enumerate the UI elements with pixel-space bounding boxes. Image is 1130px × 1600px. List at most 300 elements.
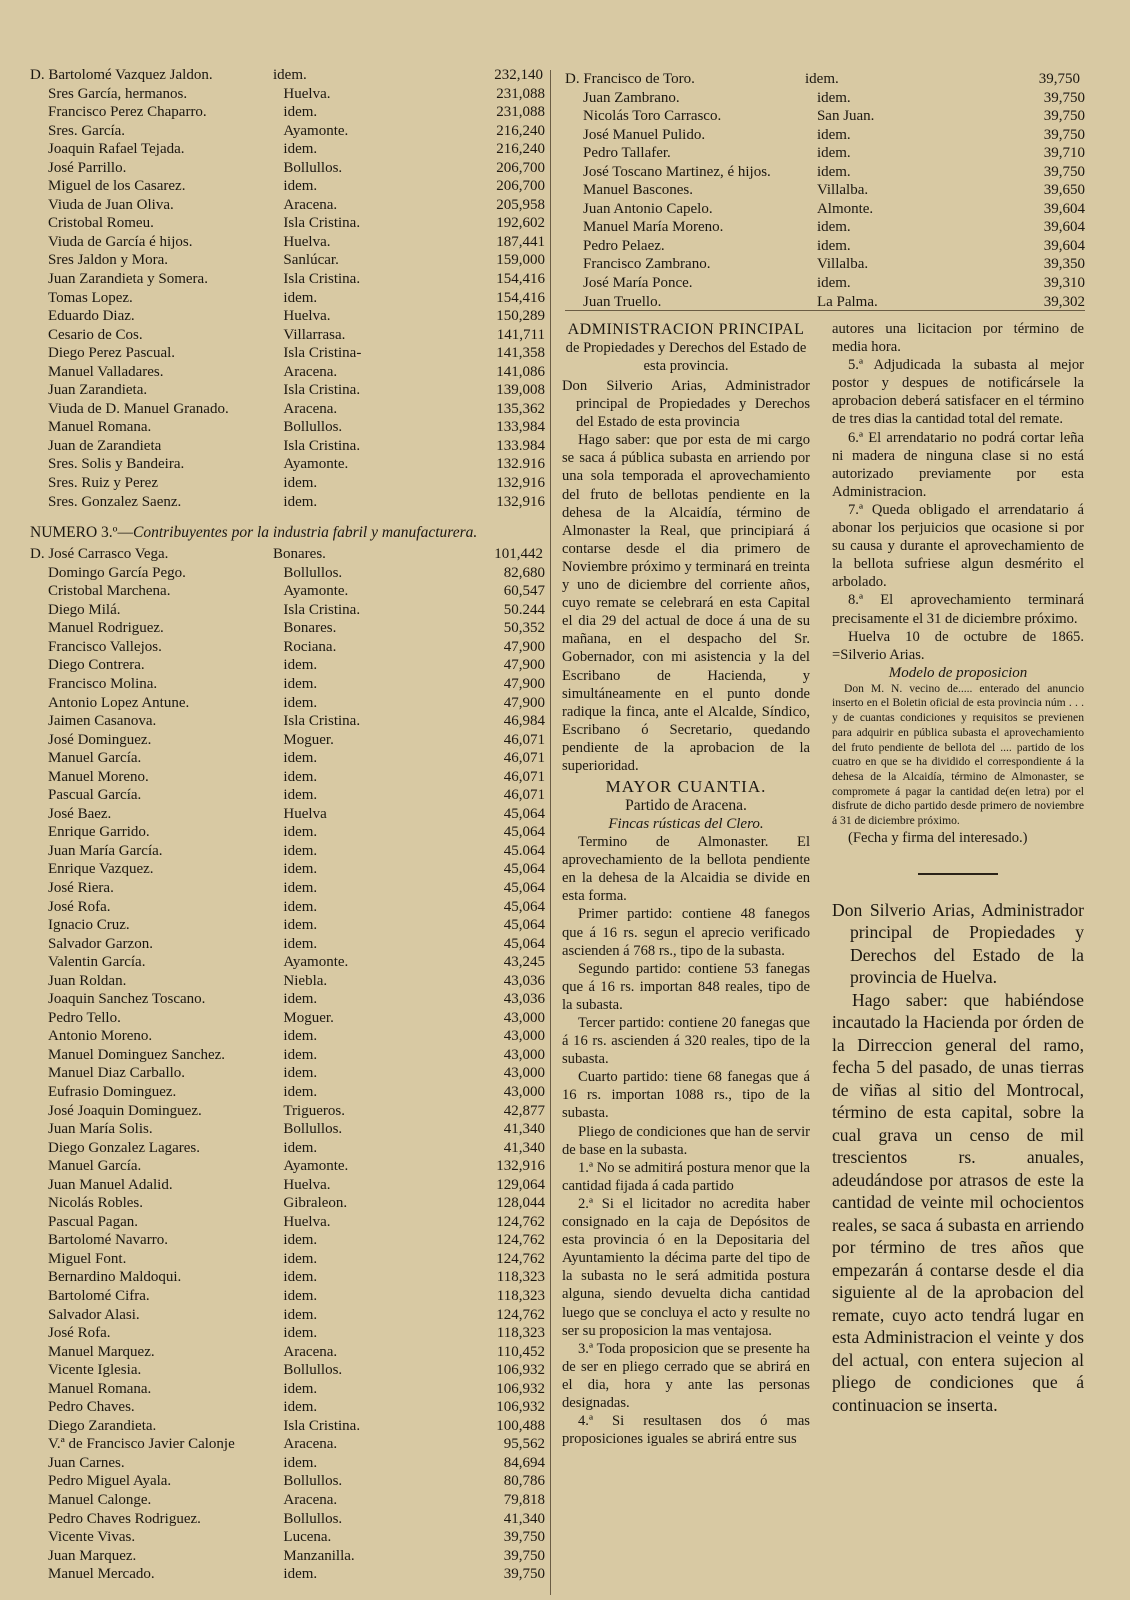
announcement-intro: Don Silverio Arias, Administrador principal de Propiedades y Derechos del Estado de esta provincia [562, 378, 810, 431]
taxpayer-town: Huelva. [283, 1213, 331, 1230]
taxpayer-name: Sres Jaldon y Mora. [48, 252, 168, 269]
taxpayer-name: Cristobal Marchena. [48, 583, 171, 600]
table-row [565, 237, 1085, 256]
taxpayer-town: Aracena. [283, 363, 338, 380]
taxpayer-town: Isla Cristina. [283, 1417, 361, 1434]
taxpayer-amount: 45,064 [503, 935, 545, 952]
taxpayer-town: Ayamonte. [283, 1158, 349, 1175]
table-row [30, 1547, 545, 1566]
taxpayer-town: Moguer. [283, 731, 334, 748]
taxpayer-name: José Parrillo. [48, 159, 127, 176]
taxpayer-amount: 216,240 [496, 122, 545, 139]
table-row [565, 218, 1085, 237]
section-separator [918, 873, 998, 875]
taxpayer-amount: 46,071 [503, 731, 545, 748]
taxpayer-town: idem. [283, 750, 318, 767]
taxpayer-town: Huelva. [283, 308, 331, 325]
table-row [30, 159, 545, 178]
table-row [30, 656, 545, 675]
taxpayer-town: idem. [283, 104, 318, 121]
modelo-signature: (Fecha y firma del interesado.) [848, 829, 1028, 846]
termino-paragraph: Termino de Almonaster. El aprovechamiento de la bellota pendiente en la dehesa de la Alcaidia se divide en esta forma. [562, 834, 810, 905]
tercer-partido: Tercer partido: contiene 20 fanegas que á 16 rs. ascienden á 320 reales, tipo de la subasta. [562, 1015, 810, 1068]
taxpayer-amount: 39,310 [1043, 275, 1085, 292]
taxpayer-amount: 39,750 [1043, 126, 1085, 143]
table-row [30, 1398, 545, 1417]
taxpayer-amount: 106,932 [496, 1380, 545, 1397]
taxpayer-town: Ayamonte. [283, 122, 349, 139]
taxpayer-amount: 41,340 [503, 1510, 545, 1527]
taxpayer-name: Pedro Pelaez. [583, 237, 665, 254]
table-row [30, 1491, 545, 1510]
taxpayer-name: José María Ponce. [583, 275, 693, 292]
table-row [30, 1565, 545, 1584]
taxpayer-amount: 39,750 [1038, 71, 1080, 87]
modelo-text: Don M. N. vecino de..... enterado del anuncio inserto en el Boletin oficial de esta provincia núm . . . y de cuantas condiciones y requisitos se previenen para adquirir en pública subasta el aprovechamiento del fruto pendiente de bellota del .... partido de los cuatro en que se ha dividido el correspondiente á la dehesa de la Alcaidía, término de Almonaster, se compromete á pagar la cantidad de(en letra) por el disfrute de dicho partido desde primero de noviembre á 31 de diciembre próximo. [832, 681, 1084, 828]
taxpayer-name: Cristobal Romeu. [48, 215, 154, 232]
table-row [30, 768, 545, 787]
taxpayer-amount: 50.244 [503, 601, 545, 618]
table-row [30, 1435, 545, 1454]
table-row [30, 326, 545, 345]
taxpayer-name: Diego Perez Pascual. [48, 345, 176, 362]
taxpayer-name: D. Francisco de Toro. [565, 71, 695, 87]
table-row [30, 493, 545, 512]
taxpayer-amount: 47,900 [503, 657, 545, 674]
taxpayer-name: Nicolás Toro Carrasco. [583, 108, 722, 125]
taxpayer-name: Diego Contrera. [48, 657, 145, 674]
taxpayer-town: idem. [816, 237, 851, 254]
taxpayer-town: Huelva. [283, 85, 331, 102]
table-row [30, 85, 545, 104]
taxpayer-amount: 124,762 [496, 1250, 545, 1267]
taxpayer-amount: 45.064 [503, 842, 545, 859]
taxpayer-town: idem. [283, 1380, 318, 1397]
taxpayer-amount: 79,818 [503, 1492, 545, 1509]
taxpayer-town: Bollullos. [283, 1473, 343, 1490]
taxpayer-town: idem. [283, 824, 318, 841]
taxpayer-amount: 42,877 [503, 1102, 545, 1119]
taxpayer-name: Juan Marquez. [48, 1547, 137, 1564]
taxpayer-amount: 141,086 [496, 363, 545, 380]
taxpayer-town: La Palma. [816, 293, 878, 310]
taxpayer-name: José Rofa. [48, 898, 111, 915]
taxpayer-amount: 45,064 [503, 861, 545, 878]
taxpayer-amount: 100,488 [496, 1417, 545, 1434]
taxpayer-name: Enrique Garrido. [48, 824, 150, 841]
condition-7: 7.ª Queda obligado el arrendatario á abonar los perjuicios que ocasione si por su causa y durante el aprovechamiento de la bellota sufriese algun desmérito el arbolado. [832, 501, 1084, 591]
taxpayer-amount: 124,762 [496, 1232, 545, 1249]
table-row [30, 66, 545, 85]
taxpayer-town: idem. [283, 1325, 318, 1342]
taxpayer-name: Francisco Molina. [48, 675, 158, 692]
taxpayer-name: Antonio Moreno. [48, 1028, 153, 1045]
admin-subtitle: de Propiedades y Derechos del Estado de esta provincia. [565, 340, 807, 374]
taxpayer-name: Cesario de Cos. [48, 326, 143, 343]
taxpayer-town: Villarrasa. [283, 326, 346, 343]
table-row [30, 823, 545, 842]
taxpayer-town: idem. [283, 141, 318, 158]
taxpayer-amount: 128,044 [496, 1195, 545, 1212]
taxpayer-name: V.ª de Francisco Javier Calonje [48, 1436, 235, 1453]
taxpayer-name: Manuel Romana. [48, 1380, 152, 1397]
table-row [565, 163, 1085, 182]
segundo-partido: Segundo partido: contiene 53 fanegas que á 16 rs. importan 848 reales, tipo de la subasta. [562, 960, 810, 1013]
taxpayer-town: Moguer. [283, 1009, 334, 1026]
table-row [30, 381, 545, 400]
taxpayer-amount: 124,762 [496, 1306, 545, 1323]
taxpayer-amount: 60,547 [503, 583, 545, 600]
taxpayer-name: Juan Zarandieta. [48, 382, 148, 399]
table-row [30, 1027, 545, 1046]
taxpayer-name: Domingo García Pego. [48, 564, 186, 581]
taxpayer-town: Bollullos. [283, 419, 343, 436]
taxpayer-town: Ayamonte. [283, 954, 349, 971]
taxpayer-amount: 43,000 [503, 1065, 545, 1082]
table-row [30, 842, 545, 861]
taxpayer-amount: 159,000 [496, 252, 545, 269]
taxpayer-town: Aracena. [283, 1492, 338, 1509]
table-row [565, 181, 1085, 200]
taxpayer-name: Juan Carnes. [48, 1454, 125, 1471]
taxpayer-amount: 150,289 [496, 308, 545, 325]
taxpayer-town: Isla Cristina. [283, 271, 361, 288]
taxpayer-town: idem. [283, 991, 318, 1008]
taxpayer-amount: 133.984 [496, 437, 545, 454]
table-row [30, 1176, 545, 1195]
taxpayer-name: Manuel Diaz Carballo. [48, 1065, 186, 1082]
condition-5: 5.ª Adjudicada la subasta al mejor postor y despues de notificársele la aprobacion deberá satisfacer en el término de tres dias la cantidad total del remate. [832, 357, 1084, 428]
taxpayer-town: idem. [283, 1306, 318, 1323]
table-row [30, 898, 545, 917]
taxpayer-name: Sres. Ruiz y Perez [48, 475, 158, 492]
taxpayer-name: José Rofa. [48, 1325, 111, 1342]
taxpayer-amount: 192,602 [496, 215, 545, 232]
taxpayer-name: José Dominguez. [48, 731, 152, 748]
taxpayer-name: Bartolomé Navarro. [48, 1232, 168, 1249]
taxpayer-amount: 39,650 [1043, 182, 1085, 199]
taxpayer-town: Aracena. [283, 1343, 338, 1360]
taxpayer-town: Trigueros. [283, 1102, 345, 1119]
taxpayer-amount: 43,000 [503, 1083, 545, 1100]
taxpayer-town: Gibraleon. [283, 1195, 348, 1212]
taxpayer-amount: 45,064 [503, 898, 545, 915]
taxpayer-name: D. Bartolomé Vazquez Jaldon. [30, 67, 213, 83]
taxpayer-amount: 110,452 [496, 1343, 545, 1360]
taxpayer-town: idem. [805, 71, 839, 87]
taxpayer-amount: 39,750 [1043, 163, 1085, 180]
table-row [30, 196, 545, 215]
taxpayer-amount: 39,750 [503, 1529, 545, 1546]
taxpayer-amount: 43,000 [503, 1009, 545, 1026]
taxpayer-amount: 129,064 [496, 1176, 545, 1193]
taxpayer-amount: 45,064 [503, 824, 545, 841]
table-row [30, 1157, 545, 1176]
taxpayer-town: Aracena. [283, 196, 338, 213]
taxpayer-town: Bollullos. [283, 1121, 343, 1138]
taxpayer-amount: 47,900 [503, 694, 545, 711]
taxpayer-name: Salvador Garzon. [48, 935, 153, 952]
taxpayer-town: idem. [283, 917, 318, 934]
taxpayer-town: idem. [283, 694, 318, 711]
taxpayer-amount: 118,323 [496, 1288, 545, 1304]
table-row [30, 1064, 545, 1083]
table-row [565, 255, 1085, 274]
taxpayer-town: Bollullos. [283, 564, 343, 581]
taxpayer-list-industria [30, 545, 545, 1584]
taxpayer-amount: 231,088 [496, 104, 545, 121]
table-row [30, 860, 545, 879]
condition-1: 1.ª No se admitirá postura menor que la cantidad fijada á cada partido [562, 1159, 810, 1194]
taxpayer-town: Lucena. [283, 1529, 332, 1546]
table-row [30, 437, 545, 456]
taxpayer-town: Rociana. [283, 638, 337, 655]
table-row [30, 1194, 545, 1213]
taxpayer-amount: 132.916 [496, 456, 545, 473]
table-row [565, 107, 1085, 126]
second-announcement-title: Don Silverio Arias, Administrador principal de Propiedades y Derechos del Estado de la provincia de Huelva. [832, 899, 1084, 988]
table-row [565, 293, 1085, 312]
taxpayer-town: idem. [283, 475, 318, 492]
table-row [30, 1083, 545, 1102]
taxpayer-name: Juan Truello. [583, 293, 662, 310]
taxpayer-name: Eduardo Diaz. [48, 308, 135, 325]
taxpayer-town: idem. [283, 1269, 318, 1286]
taxpayer-amount: 84,694 [503, 1454, 545, 1471]
horizontal-divider [565, 310, 1085, 311]
taxpayer-town: idem. [283, 935, 318, 952]
taxpayer-name: Joaquin Sanchez Toscano. [48, 991, 206, 1008]
table-row [30, 879, 545, 898]
taxpayer-amount: 232,140 [494, 67, 543, 83]
table-row [30, 363, 545, 382]
taxpayer-name: Jaimen Casanova. [48, 713, 157, 730]
taxpayer-town: Isla Cristina- [283, 345, 362, 362]
taxpayer-name: Enrique Vazquez. [48, 861, 154, 878]
table-row [30, 1009, 545, 1028]
table-row [30, 1343, 545, 1362]
taxpayer-amount: 106,932 [496, 1362, 545, 1379]
taxpayer-name: Pedro Miguel Ayala. [48, 1473, 172, 1490]
table-row [30, 1213, 545, 1232]
taxpayer-name: Manuel García. [48, 750, 142, 767]
taxpayer-name: Eufrasio Dominguez. [48, 1083, 177, 1100]
taxpayer-amount: 41,340 [503, 1139, 545, 1156]
taxpayer-amount: 45,064 [503, 879, 545, 896]
date-signature: Huelva 10 de octubre de 1865. =Silverio Arias. [832, 628, 1084, 663]
taxpayer-amount: 41,340 [503, 1121, 545, 1138]
taxpayer-name: José Manuel Pulido. [583, 126, 706, 143]
table-row [30, 214, 545, 233]
announcement-body: Hago saber: que por esta de mi cargo se saca á pública subasta en arriendo por una sola temporada el aprovechamiento del fruto de bellotas pendiente en la dehesa de la Alcaidía, término de Almonaster la Real, que principiará á contarse desde el dia primero de Noviembre próximo y terminará en treinta y uno de diciembre del corriente años, cuyo remate se celebrará en esta Capital el dia 29 del actual de doce á una de su mañana, en el despacho del Sr. Gobernador, con mi asistencia y la del Escribano de Hacienda, y simultáneamente en el punto donde radique la finca, ante el Alcalde, Síndico, Escribano ó Secretario, quedando pendiente de la aprobacion de la superioridad. [562, 432, 810, 774]
taxpayer-amount: 39,750 [1043, 108, 1085, 125]
taxpayer-amount: 43,036 [503, 991, 545, 1008]
table-row [30, 400, 545, 419]
table-row [565, 126, 1085, 145]
taxpayer-town: Niebla. [283, 972, 328, 989]
taxpayer-name: José Riera. [48, 879, 114, 896]
condition-6: 6.ª El arrendatario no podrá cortar leña ni madera de ninguna clase si no está autorizado previamente por esta Administracion. [832, 429, 1084, 500]
table-row [30, 1510, 545, 1529]
taxpayer-name: Manuel Mercado. [48, 1566, 155, 1583]
taxpayer-amount: 106,932 [496, 1399, 545, 1416]
table-row [30, 307, 545, 326]
table-row [30, 953, 545, 972]
condition-2: 2.ª Si el licitador no acredita haber consignado en la caja de Depósitos de esta provincia ó en la Depositaria del Ayuntamiento la décima parte del tipo de la subasta no le será admitida postura alguna, siendo devuelta dicha cantidad luego que se concluya el acto y resulte no ser su proposicion la mas ventajosa. [562, 1195, 810, 1339]
taxpayer-name: José Toscano Martinez, é hijos. [583, 163, 771, 180]
table-row [30, 916, 545, 935]
taxpayer-name: Viuda de García é hijos. [48, 233, 193, 250]
taxpayer-name: Francisco Perez Chaparro. [48, 104, 207, 121]
heading-italic: Contribuyentes por la industria fabril y manufacturera. [132, 524, 478, 542]
taxpayer-town: idem. [283, 1399, 318, 1416]
table-row [30, 694, 545, 713]
taxpayer-town: idem. [283, 768, 318, 785]
table-row [30, 1528, 545, 1547]
table-row [30, 344, 545, 363]
table-row [30, 1120, 545, 1139]
table-row [30, 1102, 545, 1121]
taxpayer-name: Bartolomé Cifra. [48, 1288, 150, 1304]
taxpayer-amount: 43,036 [503, 972, 545, 989]
admin-title: ADMINISTRACION PRINCIPAL [567, 321, 805, 338]
pliego-heading: Pliego de condiciones que han de servir de base en la subasta. [562, 1123, 810, 1158]
taxpayer-name: Vicente Iglesia. [48, 1362, 142, 1379]
taxpayer-amount: 46,071 [503, 787, 545, 804]
table-row [30, 474, 545, 493]
taxpayer-town: idem. [283, 657, 318, 674]
table-row [30, 1046, 545, 1065]
taxpayer-amount: 43,245 [503, 954, 545, 971]
taxpayer-name: Manuel Rodriguez. [48, 620, 164, 637]
taxpayer-town: idem. [283, 1250, 318, 1267]
taxpayer-amount: 133,984 [496, 419, 545, 436]
taxpayer-name: Francisco Zambrano. [583, 256, 711, 273]
fincas-heading: Fincas rústicas del Clero. [608, 816, 764, 833]
right-column [832, 320, 1084, 1416]
taxpayer-town: Isla Cristina. [283, 382, 361, 399]
taxpayer-name: Francisco Vallejos. [48, 638, 162, 655]
taxpayer-town: idem. [283, 879, 318, 896]
taxpayer-name: Manuel Moreno. [48, 768, 149, 785]
taxpayer-name: Manuel Romana. [48, 419, 152, 436]
taxpayer-name: Salvador Alasi. [48, 1306, 140, 1323]
table-row [30, 675, 545, 694]
table-row [30, 582, 545, 601]
table-row [30, 601, 545, 620]
taxpayer-amount: 206,700 [496, 159, 545, 176]
taxpayer-town: idem. [283, 1454, 318, 1471]
taxpayer-amount: 141,358 [496, 345, 545, 362]
taxpayer-town: idem. [283, 842, 318, 859]
taxpayer-town: Villalba. [816, 256, 869, 273]
table-row [30, 233, 545, 252]
taxpayer-town: Isla Cristina. [283, 601, 361, 618]
taxpayer-amount: 47,900 [503, 638, 545, 655]
taxpayer-town: Aracena. [283, 400, 338, 417]
table-row [30, 1287, 545, 1306]
table-row [30, 731, 545, 750]
taxpayer-town: Isla Cristina. [283, 437, 361, 454]
column-divider [550, 70, 551, 1595]
taxpayer-amount: 154,416 [496, 289, 545, 306]
taxpayer-town: idem. [283, 1065, 318, 1082]
taxpayer-amount: 205,958 [496, 196, 545, 213]
taxpayer-town: idem. [273, 67, 307, 83]
table-row [30, 805, 545, 824]
taxpayer-town: idem. [283, 1139, 318, 1156]
cuarto-partido: Cuarto partido: tiene 68 fanegas que á 16 rs. importan 1088 rs., tipo de la subasta. [562, 1069, 810, 1122]
taxpayer-amount: 101,442 [494, 546, 543, 563]
taxpayer-town: Huelva [283, 805, 327, 822]
table-row [30, 1324, 545, 1343]
taxpayer-name: Juan María García. [48, 842, 163, 859]
table-row [30, 935, 545, 954]
condition-3: 3.ª Toda proposicion que se presente ha de ser en pliego cerrado que se abrirá en el dia, hora y ante las personas designadas. [562, 1340, 810, 1411]
taxpayer-name: Manuel García. [48, 1158, 142, 1175]
taxpayer-amount: 118,323 [496, 1269, 545, 1286]
taxpayer-name: Pedro Tello. [48, 1009, 121, 1026]
taxpayer-name: Juan Roldan. [48, 972, 127, 989]
taxpayer-name: Sres. Solis y Bandeira. [48, 456, 185, 473]
table-row [30, 1454, 545, 1473]
taxpayer-name: Manuel María Moreno. [583, 219, 724, 236]
taxpayer-amount: 141,711 [496, 326, 545, 343]
taxpayer-name: D. José Carrasco Vega. [30, 546, 169, 563]
taxpayer-town: Huelva. [283, 1176, 331, 1193]
condition-4: 4.ª Si resultasen dos ó mas proposiciones iguales se abrirá entre sus [562, 1413, 810, 1448]
taxpayer-list-continued [565, 70, 1085, 311]
taxpayer-town: Bonares. [273, 546, 326, 563]
taxpayer-town: idem. [283, 178, 318, 195]
taxpayer-name: Juan de Zarandieta [48, 437, 162, 454]
table-row [30, 619, 545, 638]
taxpayer-name: Manuel Marquez. [48, 1343, 155, 1360]
taxpayer-amount: 139,008 [496, 382, 545, 399]
taxpayer-amount: 46,984 [503, 713, 545, 730]
taxpayer-name: Joaquin Rafael Tejada. [48, 141, 185, 158]
taxpayer-town: Almonte. [816, 200, 874, 217]
taxpayer-name: Miguel de los Casarez. [48, 178, 186, 195]
table-row [30, 1380, 545, 1399]
taxpayer-amount: 187,441 [496, 233, 545, 250]
taxpayer-name: Vicente Vivas. [48, 1529, 136, 1546]
taxpayer-name: Sres. García. [48, 122, 126, 139]
taxpayer-amount: 39,750 [503, 1566, 545, 1583]
taxpayer-amount: 47,900 [503, 675, 545, 692]
taxpayer-town: idem. [816, 126, 851, 143]
modelo-heading: Modelo de proposicion [888, 664, 1028, 681]
taxpayer-amount: 50,352 [503, 620, 545, 637]
table-row [30, 1250, 545, 1269]
taxpayer-name: Pascual García. [48, 787, 142, 804]
table-row [30, 177, 545, 196]
taxpayer-name: Pedro Chaves Rodriguez. [48, 1510, 201, 1527]
taxpayer-town: Sanlúcar. [283, 252, 339, 269]
middle-column [562, 318, 810, 1448]
table-row [30, 712, 545, 731]
taxpayer-town: idem. [816, 275, 851, 292]
taxpayer-amount: 206,700 [496, 178, 545, 195]
table-row [565, 89, 1085, 108]
taxpayer-town: idem. [283, 1566, 318, 1583]
taxpayer-amount: 216,240 [496, 141, 545, 158]
taxpayer-amount: 95,562 [503, 1436, 545, 1453]
taxpayer-amount: 45,064 [503, 917, 545, 934]
taxpayer-town: idem. [283, 1288, 318, 1304]
taxpayer-amount: 39,350 [1043, 256, 1085, 273]
taxpayer-amount: 39,302 [1043, 293, 1085, 310]
